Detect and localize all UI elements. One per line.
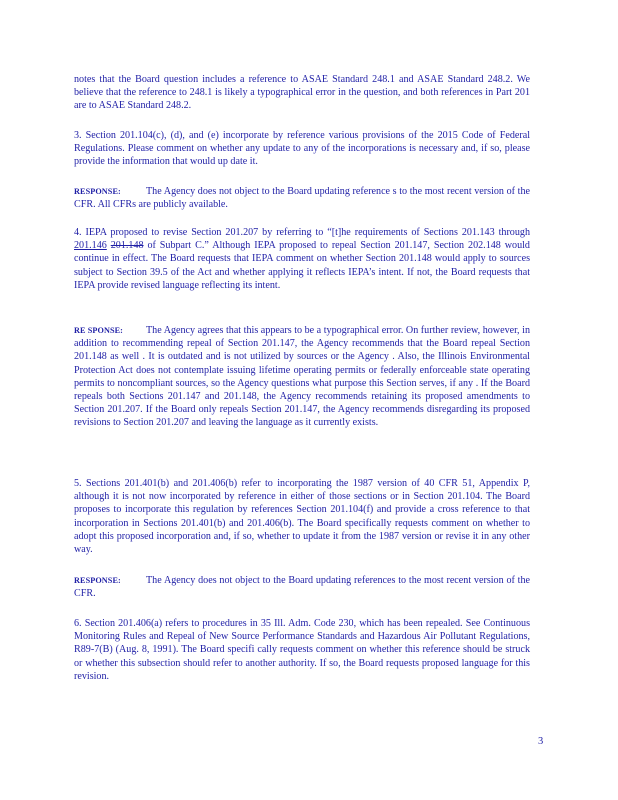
question-3: 3. Section 201.104(c), (d), and (e) incorporate by reference various provisions of the 2015 Code of Federal Regulations. Please comment on whether any update to any of the incorporations is necessary and, if so, please provide the information that would up date it. <box>74 130 530 168</box>
deleted-text: 201.148 <box>110 240 144 252</box>
response-5 <box>74 574 530 600</box>
response-label: RESPONSE: <box>74 576 121 585</box>
question-4-text-a: 4. IEPA proposed to revise Section 201.207 by referring to “[t]he requirements of Sections 201.143 through <box>74 227 530 238</box>
question-4-text-b: of Subpart C.” Although IEPA proposed to repeal Section 201.147, Section 202.148 would continue in effect. The Board requests that IEPA comment on whether Section 201.148 would apply to sources subject to Section 39.5 of the Act and whether applying it reflects IEPA’s intent. If not, the Board requests that IEPA provide revised language reflecting its intent. <box>74 240 530 291</box>
response-label: RE SPONSE: <box>74 326 123 335</box>
question-4 <box>74 226 530 292</box>
response-label: RESPONSE: <box>74 187 121 196</box>
response-4-text: The Agency agrees that this appears to be a typographical error. On further review, however, in addition to recommending repeal of Section 201.147, the Agency recommends that the Board repeal Section 201.148 as well . It is outdated and is not utilized by sources or the Agency . Also, the Illinois Environmental Protection Act does not contemplate issuing lifetime operating permits or federally enforceable state operating permits to noncompliant sources, so the Agency questions what purpose this Section serves, if any . If the Board repeals both Sections 201.147 and 201.148, the Agency recommends retaining its proposed amendments to Section 201.207. If the Board only repeals Section 201.147, the Agency recommends disregarding its proposed revisions to Section 201.207 and leaving the language as it currently exists. <box>74 325 530 429</box>
inserted-text: 201.146 <box>74 240 107 252</box>
response-5-text: The Agency does not object to the Board updating references to the most recent version of the CFR. <box>74 575 530 600</box>
question-5: 5. Sections 201.401(b) and 201.406(b) refer to incorporating the 1987 version of 40 CFR 51, Appendix P, although it is not now incorporated by reference in either of those sections or in Section 201.104. The Board proposes to incorporate this regulation by references Section 201.104(f) and provide a cross reference to that incorporation in Sections 201.401(b) and 201.406(b). The Board specifically requests comment on whether to adopt this proposed incorporation and, if so, whether to update it from the 1987 version or revise it in any other way. <box>74 478 530 556</box>
question-6: 6. Section 201.406(a) refers to procedures in 35 Ill. Adm. Code 230, which has been repealed. See Continuous Monitoring Rules and Repeal of New Source Performance Standards and Hazardous Air Pollutant Regulations, R89-7(B) (Aug. 8, 1991). The Board specifi cally requests comment on whether this reference should be struck or whether this subsection should refer to another authority. If so, the Board requests proposed language for this revision. <box>74 618 530 682</box>
response-3-text: The Agency does not object to the Board updating reference s to the most recent version of the CFR. All CFRs are publicly available. <box>74 186 530 211</box>
response-4 <box>74 324 530 430</box>
response-3 <box>74 185 530 211</box>
paragraph-asae-note: notes that the Board question includes a reference to ASAE Standard 248.1 and ASAE Standard 248.2. We believe that the reference to 248.1 is likely a typographical error in the question, and both references in Part 201 are to ASAE Standard 248.2. <box>74 74 530 112</box>
page-number: 3 <box>538 736 544 747</box>
